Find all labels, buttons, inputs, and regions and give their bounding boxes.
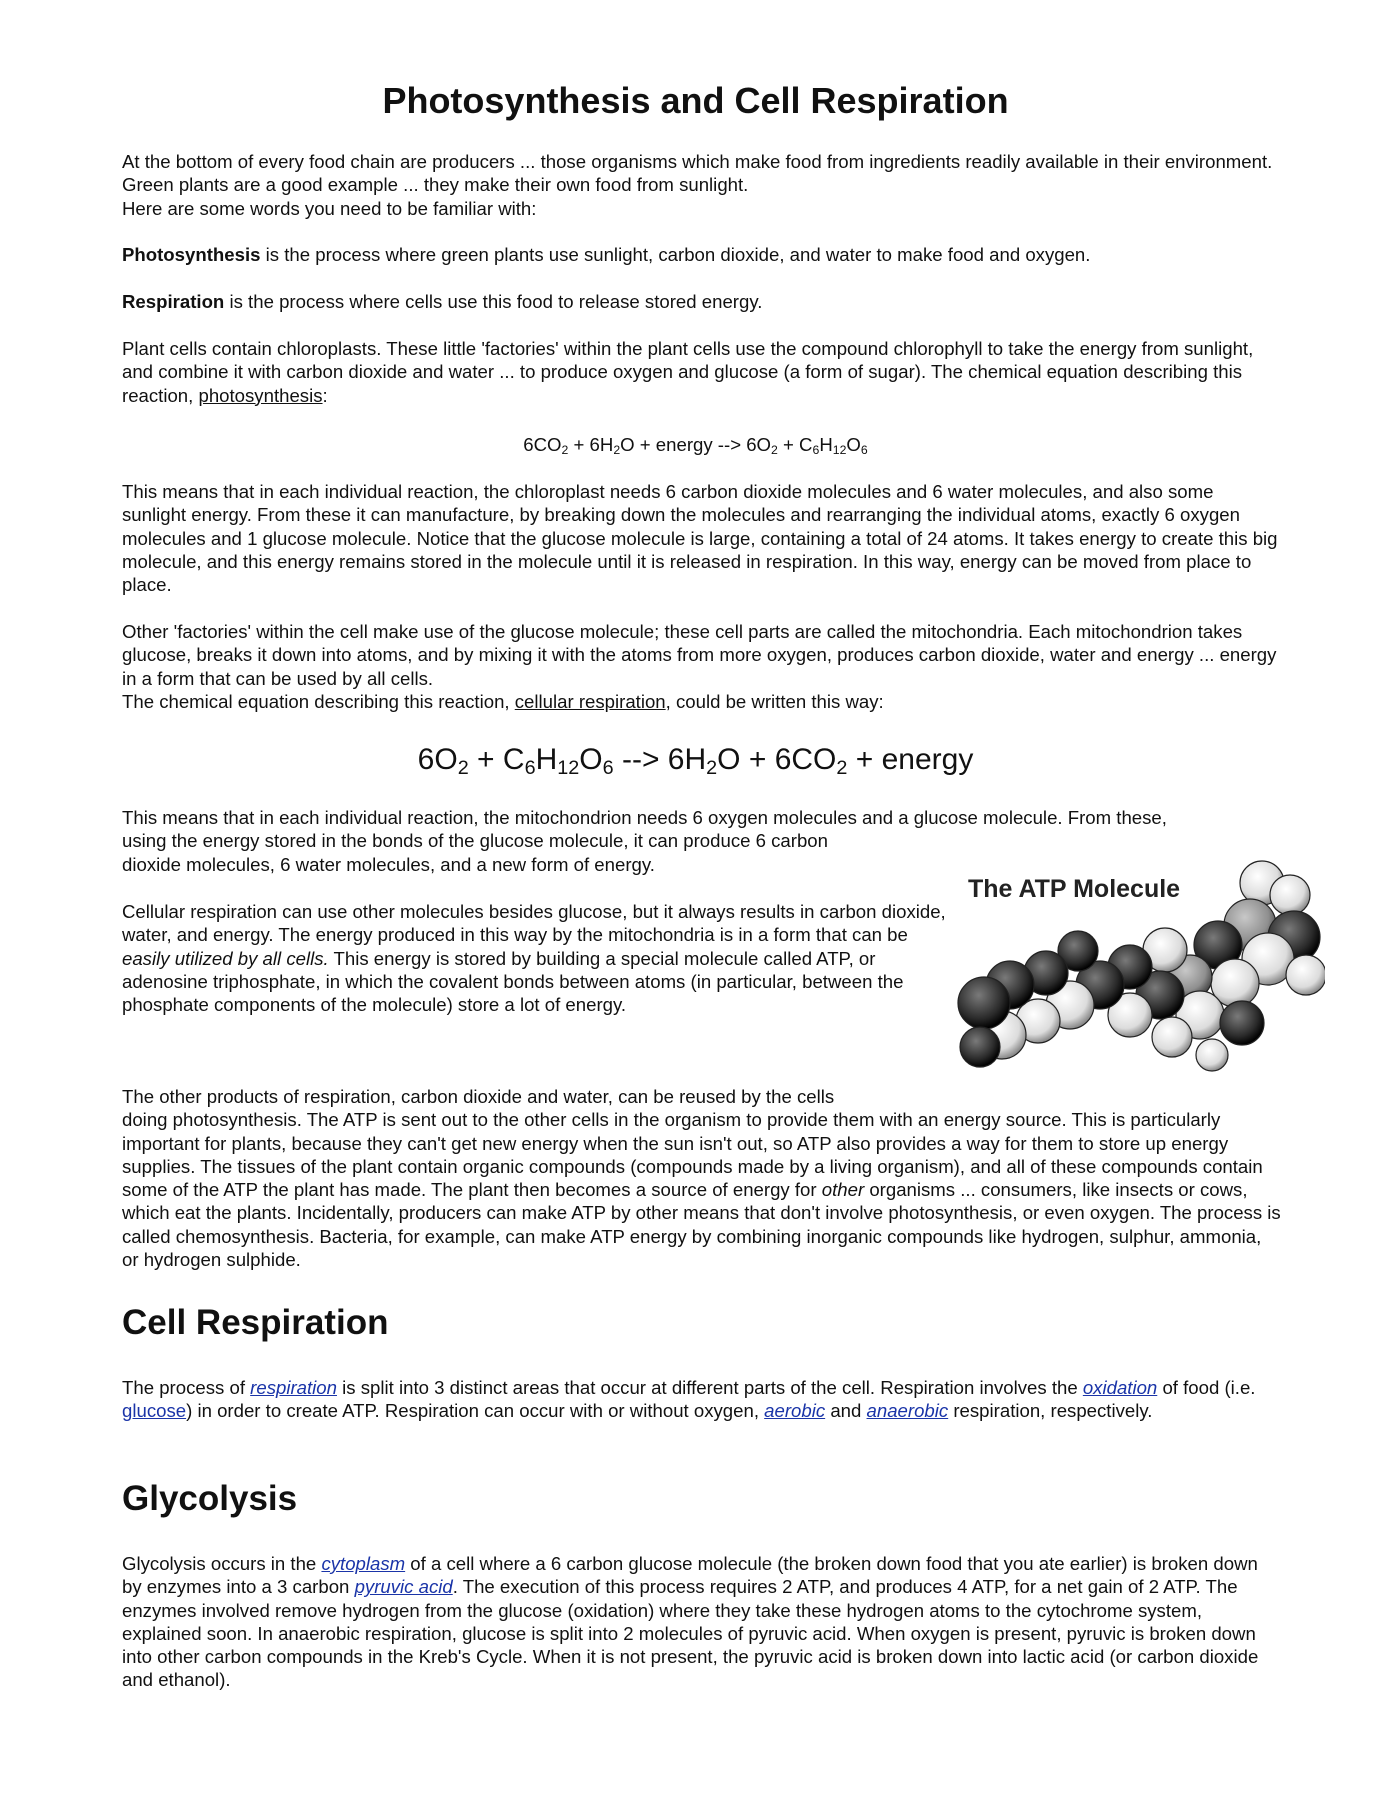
cell-resp-text: ) in order to create ATP. Respiration can occur with or without oxygen,	[186, 1400, 765, 1422]
photosynthesis-def-text: is the process where green plants use sunlight, carbon dioxide, and water to make food and oxygen.	[260, 244, 1091, 265]
eq1-part: H	[819, 434, 833, 455]
eq2-part: O + 6CO	[717, 743, 837, 776]
eq1-part: O + energy --> 6O	[620, 434, 772, 455]
eq2-part: H	[535, 743, 558, 776]
mito-reaction-line: using the energy stored in the bonds of the glucose molecule, it can produce 6 carbon	[122, 830, 828, 852]
photosynthesis-definition	[122, 243, 1282, 266]
anaerobic-link[interactable]: anaerobic	[866, 1400, 949, 1422]
eq1-sub: 12	[832, 443, 847, 458]
cell-resp-text: and	[825, 1400, 867, 1422]
eq2-sub: 2	[836, 756, 848, 779]
glycolysis-text: . The execution of this process requires 2 ATP, and produces 4 ATP, for a net gain of 2 ATP. The enzymes involved remove hydrogen from the glucose (oxidation) where they take these hydrogen atoms to the cytochrome system, explained soon. In anaerobic respiration, glucose is split into 2 molecules of pyruvic acid. When oxygen is present, pyruvic is broken down into other carbon compounds in the Kreb's Cycle. When it is not present, the pyruvic acid is broken down into lactic acid (or carbon dioxide and ethanol).	[122, 1576, 1259, 1691]
mito-line2: The chemical equation describing this reaction,	[122, 690, 515, 712]
eq2-part: O	[579, 743, 603, 776]
cell-resp-text: of food (i.e.	[1157, 1377, 1256, 1398]
respiration-link[interactable]: respiration	[250, 1377, 337, 1398]
cell-resp-text: respiration, respectively.	[948, 1400, 1153, 1422]
glycolysis-text: of a cell where a 6 carbon glucose molecule (the broken down food that you ate earlier) is broken down by enzymes into a 3 carbon	[122, 1553, 1258, 1598]
glycolysis-text: Glycolysis occurs in the	[122, 1553, 322, 1574]
eq2-sub: 2	[457, 756, 469, 779]
mito-text: Other 'factories' within the cell make use of the glucose molecule; these cell parts are called the mitochondria. Each mitochondrion takes glucose, breaks it down into atoms, and by mixing it with the atoms from more oxygen, produces carbon dioxide, water and energy ... energy in a form that can be used by all cells.	[122, 621, 1277, 689]
mito-reaction-line: This means that in each individual reaction, the mitochondrion needs 6 oxygen molecules and a glucose molecule. From these,	[122, 807, 1167, 828]
cell-respiration-heading: Cell Respiration	[122, 1303, 389, 1342]
atp-image-label: The ATP Molecule	[968, 875, 1181, 903]
eq1-sub: 6	[860, 443, 868, 458]
products-text: organisms ... consumers, like insects or cows, which eat the plants. Incidentally, producers can make ATP by other means that don't involve photosynthesis, or even oxygen. The process is called chemosynthesis. Bacteria, for example, can make ATP energy by combining inorganic compounds like hydrogen, sulphur, ammonia, or hydrogen sulphide.	[122, 1179, 1281, 1271]
glycolysis-heading: Glycolysis	[122, 1479, 298, 1518]
intro-text-2: Here are some words you need to be familiar with:	[122, 197, 537, 219]
products-italic: other	[821, 1179, 865, 1201]
cell-resp-text: is split into 3 distinct areas that occur at different parts of the cell. Respiration involves the	[336, 1377, 1083, 1398]
eq2-part: + energy	[847, 743, 974, 776]
products-line: The other products of respiration, carbon dioxide and water, can be reused by the cells	[122, 1086, 835, 1107]
eq2-sub: 6	[524, 756, 536, 779]
eq1-part: 6CO	[523, 434, 562, 455]
eq1-part: O	[846, 434, 861, 455]
eq1-part: + 6H	[568, 434, 614, 455]
eq2-sub: 2	[706, 756, 718, 779]
mitochondria-paragraph	[122, 620, 1282, 713]
atp-molecule-image	[950, 855, 1325, 1075]
eq2-part: + C	[468, 743, 525, 776]
eq1-part: + C	[777, 434, 813, 455]
eq1-sub: 2	[613, 443, 621, 458]
atp-text: Cellular respiration can use other molecules besides glucose, but it always results in carbon dioxide, water, and energy. The energy produced in this way by the mitochondria is in a form that can be	[122, 901, 946, 946]
respiration-def-text: is the process where cells use this food to release stored energy.	[224, 291, 763, 312]
glycolysis-paragraph	[122, 1552, 1282, 1692]
atp-text: This energy is stored by building a special molecule called ATP, or adenosine triphosphate, in which the covalent bonds between atoms (in particular, between the phosphate components of the molecule) store a lot of energy.	[122, 947, 904, 1016]
eq2-part: --> 6H	[613, 743, 707, 776]
eq2-sub: 6	[602, 756, 614, 779]
cellular-respiration-underlined: cellular respiration	[514, 690, 666, 712]
cell-respiration-paragraph	[122, 1376, 1282, 1423]
respiration-definition	[122, 290, 1282, 313]
intro-paragraph	[122, 150, 1282, 220]
eq2-part: 6O	[417, 743, 458, 776]
chloroplast-paragraph: This means that in each individual reaction, the chloroplast needs 6 carbon dioxide molecules and 6 water molecules, and also some sunlight energy. From these it can manufacture, by breaking down the molecules and rearranging the individual atoms, exactly 6 oxygen molecules and 1 glucose molecule. Notice that the glucose molecule is large, containing a total of 24 atoms. It takes energy to create this big molecule, and this energy remains stored in the molecule until it is released in respiration. In this way, energy can be moved from place to place.	[122, 481, 1278, 596]
plant-cells-text: Plant cells contain chloroplasts. These little 'factories' within the plant cells use the compound chlorophyll to take the energy from sunlight, and combine it with carbon dioxide and water ... to produce oxygen and glucose (a form of sugar). The chemical equation describing this reaction,	[122, 338, 1254, 406]
mito-reaction-line: dioxide molecules, 6 water molecules, and a new form of energy.	[122, 853, 655, 875]
products-text: doing photosynthesis. The ATP is sent out to the other cells in the organism to provide them with an energy source. This is particularly important for plants, because they can't get new energy when the sun isn't out, so ATP also provides a way for them to store up energy supplies. The tissues of the plant contain organic compounds (compounds made by a living organism), and all of these compounds contain some of the ATP the plant has made. The plant then becomes a source of energy for	[122, 1109, 1263, 1201]
aerobic-link[interactable]: aerobic	[764, 1400, 826, 1422]
glucose-link[interactable]: glucose	[122, 1400, 187, 1422]
respiration-equation	[0, 743, 1391, 777]
eq1-sub: 6	[812, 443, 820, 458]
photosynthesis-underlined: photosynthesis	[198, 384, 323, 406]
eq2-sub: 12	[557, 756, 580, 779]
respiration-term: Respiration	[122, 291, 225, 312]
plant-cells-paragraph	[122, 337, 1282, 407]
atp-italic: easily utilized by all cells.	[122, 947, 329, 969]
photosynthesis-equation	[0, 434, 1391, 456]
mito-line2-end: , could be written this way:	[665, 690, 884, 712]
plant-cells-end: :	[322, 384, 328, 406]
intro-text: At the bottom of every food chain are producers ... those organisms which make food from ingredients readily available in their environment. Green plants are a good example ... they make their own food from sunlight.	[122, 151, 1273, 196]
pyruvic-acid-link[interactable]: pyruvic acid	[354, 1576, 453, 1598]
eq1-sub: 2	[771, 443, 778, 458]
cytoplasm-link[interactable]: cytoplasm	[321, 1553, 406, 1574]
products-paragraph	[122, 1085, 1282, 1271]
oxidation-link[interactable]: oxidation	[1082, 1377, 1158, 1398]
eq1-sub: 2	[561, 443, 569, 458]
cell-resp-text: The process of	[122, 1377, 251, 1398]
photosynthesis-term: Photosynthesis	[122, 244, 261, 265]
page-title: Photosynthesis and Cell Respiration	[382, 80, 1009, 121]
atp-paragraph	[122, 900, 957, 1016]
